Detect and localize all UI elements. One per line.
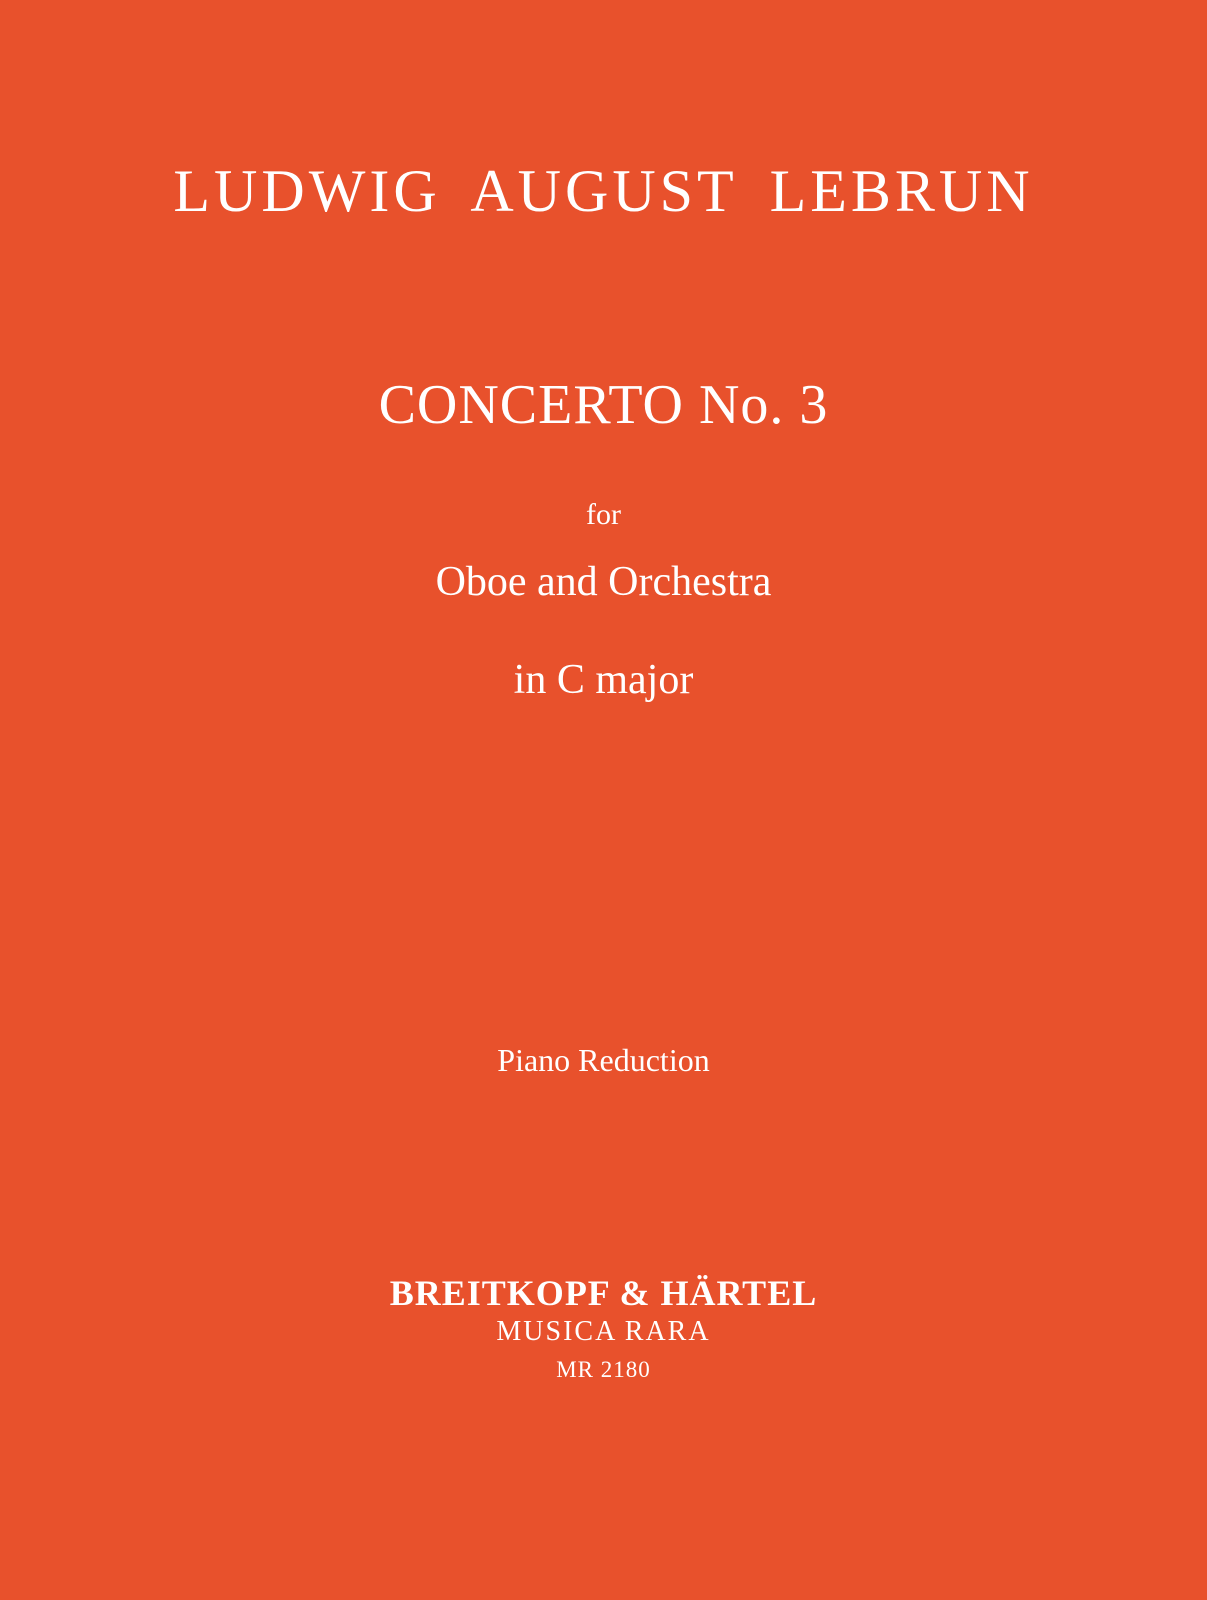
- arrangement-label: Piano Reduction: [497, 1042, 710, 1078]
- plate-number: MR 2180: [556, 1357, 651, 1382]
- instrumentation-label: Oboe and Orchestra: [435, 559, 772, 605]
- for-label: for: [586, 498, 621, 531]
- composer-name: LUDWIG AUGUST LEBRUN: [173, 158, 1034, 224]
- key-label: in C major: [513, 657, 694, 703]
- imprint-name: MUSICA RARA: [496, 1316, 711, 1347]
- publisher-name: BREITKOPF & HÄRTEL: [389, 1273, 818, 1313]
- work-title: CONCERTO No. 3: [378, 374, 829, 436]
